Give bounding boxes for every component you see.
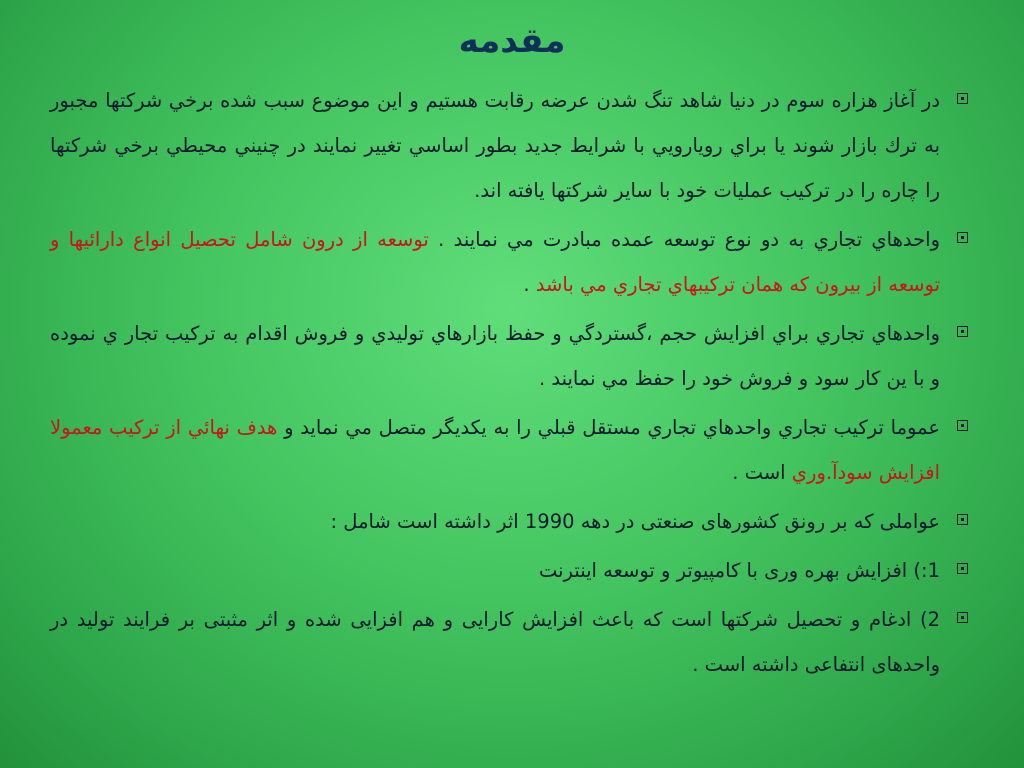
- bullet-item: [50, 597, 970, 687]
- slide-title: مقدمه: [458, 21, 566, 61]
- bullet-text: 1:) افزايش بهره وری با كامپيوتر و توسعه اينترنت: [538, 559, 940, 582]
- bullet-item: [50, 405, 970, 495]
- bullet-item: [50, 78, 970, 213]
- bullet-text: واحدهاي تجاري براي افزايش حجم ،گستردگي و حفظ بازارهاي توليدي و فروش اقدام به تركيب تجار ي نموده و با ين كار سود و فروش خود را حفظ مي نمايند .: [50, 322, 940, 390]
- square-bullet-icon: [957, 612, 968, 623]
- bullet-text: عموما تركيب تجاري واحدهاي تجاري مستقل قبلي را به يكديگر متصل مي نمايد و: [284, 416, 941, 439]
- square-bullet-icon: [957, 420, 968, 431]
- bullet-item: [50, 311, 970, 401]
- bullet-item: [50, 217, 970, 307]
- square-bullet-icon: [957, 514, 968, 525]
- square-bullet-icon: [957, 326, 968, 337]
- bullet-item: [50, 548, 970, 593]
- bullet-highlight-text: توسعه از درون شامل تحصيل انواع دارائيها و توسعه از بيرون كه همان تركيبهاي تجاري مي باشد: [50, 228, 940, 296]
- bullet-text: در آغاز هزاره سوم در دنيا شاهد تنگ شدن عرضه رقابت هستيم و اين موضوع سبب شده برخي شركتها مجبور به ترك بازار شوند يا براي رويارويي با شرايط جديد بطور اساسي تغيير نمايند در چنيني محيطي برخي شركتها را چاره را در تركيب عمليات خود با ساير شركتها يافته اند.: [50, 89, 940, 202]
- bullet-tail-text: است .: [732, 461, 792, 484]
- bullet-text: 2) ادغام و تحصيل شركتها است كه باعث افزايش كارايی و هم افزايی شده و اثر مثبتی بر فرايند توليد در واحدهای انتفاعی داشته است .: [50, 608, 940, 676]
- slide-content: [50, 78, 970, 691]
- square-bullet-icon: [957, 232, 968, 243]
- square-bullet-icon: [957, 93, 968, 104]
- bullet-highlight-text: هدف نهائي از تركيب معمولا افزايش سودآ.وري: [50, 416, 940, 484]
- bullet-text: عواملی كه بر رونق كشورهای صنعتی در دهه 1990 اثر داشته است شامل :: [330, 510, 940, 533]
- bullet-item: [50, 499, 970, 544]
- bullet-tail-text: .: [523, 273, 536, 296]
- bullet-text: واحدهاي تجاري به دو نوع توسعه عمده مبادرت مي نمايند .: [438, 228, 940, 251]
- square-bullet-icon: [957, 563, 968, 574]
